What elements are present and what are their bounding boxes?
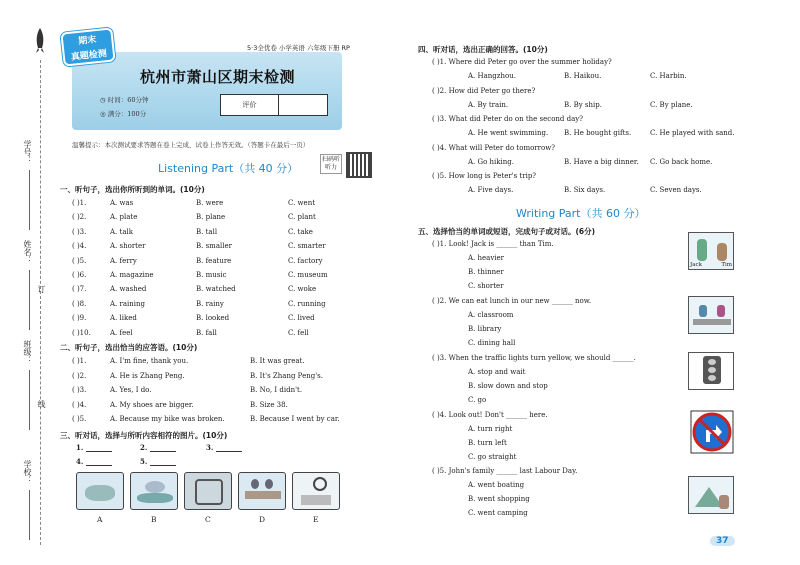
option-b: B. Six days. <box>564 186 606 195</box>
option-row <box>468 396 668 406</box>
option-a: A. He is Zhang Peng. <box>110 371 185 380</box>
options-row <box>468 72 788 82</box>
option-row <box>468 282 668 292</box>
school-label: 学校： <box>23 460 32 484</box>
class-label: 班级： <box>23 340 32 364</box>
option-b: B. rainy <box>196 299 224 308</box>
option-b: B. music <box>196 271 227 279</box>
question-row <box>432 87 782 97</box>
full-score-label: ◎ 满分：100分 <box>100 110 147 118</box>
tim-caption: Tim <box>721 262 732 268</box>
title-banner <box>72 52 342 130</box>
option-b: B. were <box>196 199 224 207</box>
option-row <box>468 453 668 463</box>
option-row <box>468 425 668 435</box>
dining-hall-picture <box>688 296 734 334</box>
option-c: C. lived <box>288 314 315 323</box>
option-row <box>468 339 668 349</box>
option-c: C. Harbin. <box>650 72 687 80</box>
answer-bracket[interactable]: ( )4. <box>72 242 87 251</box>
option-a: A. Five days. <box>468 186 514 195</box>
option-c: C. woke <box>288 285 317 294</box>
picture-options <box>76 472 340 510</box>
blank-1[interactable]: 1. <box>76 443 112 452</box>
answer-bracket[interactable]: ( )3. <box>72 386 87 394</box>
page-number: 37 <box>710 536 735 546</box>
picture-d-label: D <box>259 515 266 524</box>
option-b: B. looked <box>196 314 230 323</box>
clock-icon: ◷ <box>100 96 108 104</box>
option-row <box>468 495 668 505</box>
question-text[interactable]: ( )5. How long is Peter's trip? <box>432 172 537 181</box>
qr-code-icon[interactable] <box>346 152 372 178</box>
answer-bracket[interactable]: ( )1. <box>72 199 87 207</box>
option-c: C. By plane. <box>650 100 693 109</box>
section-5-title: 五、选择恰当的单词或短语，完成句子或对话。(6分) <box>418 227 596 236</box>
option-row <box>468 481 668 491</box>
option-row <box>468 509 668 519</box>
ding-mark: 订 <box>37 285 46 293</box>
option-a: A. I'm fine, thank you. <box>110 357 189 365</box>
list-item <box>72 228 372 238</box>
option-a: A. ferry <box>110 256 137 265</box>
section-4-title: 四、听对话，选出正确的回答。(10分) <box>418 45 548 54</box>
option-b: B. Have a big dinner. <box>564 157 639 166</box>
traffic-light-picture <box>688 352 734 390</box>
score-box-label: 评价 <box>221 95 279 115</box>
question-row <box>432 297 702 307</box>
picture-b-label: B <box>151 515 157 524</box>
question-text[interactable]: ( )5. John's family ______ last Labour Day. <box>432 467 578 475</box>
option-row <box>468 254 668 264</box>
options-row <box>468 129 788 139</box>
option-b: B. By ship. <box>564 100 602 109</box>
option-a: A. was <box>110 199 134 207</box>
question-row <box>432 115 782 125</box>
option-a: A. washed <box>110 285 147 294</box>
right-page <box>402 0 800 565</box>
list-item <box>72 257 372 267</box>
score-box[interactable] <box>220 94 328 116</box>
option-c: C. factory <box>288 256 323 265</box>
options-row <box>468 186 788 196</box>
answer-bracket[interactable]: ( )8. <box>72 299 87 308</box>
answer-bracket[interactable]: ( )5. <box>72 415 87 423</box>
picture-c-label: C <box>205 515 211 524</box>
option-a: A. talk <box>110 227 133 236</box>
series-label: 5·3全优卷 小学英语 六年级下册 RP <box>247 44 350 52</box>
list-item <box>72 285 372 295</box>
list-item <box>72 271 372 281</box>
option-b: B. smaller <box>196 242 232 251</box>
option-text: A. stop and wait <box>468 368 526 376</box>
option-a: A. plate <box>110 213 138 222</box>
question-text[interactable]: ( )3. When the traffic lights turn yellow, we should ______. <box>432 354 636 362</box>
list-item <box>72 329 372 339</box>
listening-title: Listening Part（共 40 分） <box>158 162 299 175</box>
score-icon: ◎ <box>100 110 108 118</box>
exam-badge <box>60 27 115 66</box>
option-b: B. watched <box>196 285 236 294</box>
badge-line-2: 真题检测 <box>70 49 108 63</box>
question-row <box>432 172 782 182</box>
rocket-icon <box>34 28 46 54</box>
option-a: A. magazine <box>110 271 154 279</box>
list-item <box>72 300 372 310</box>
answer-bracket[interactable]: ( )9. <box>72 314 87 323</box>
no-right-turn-sign-icon <box>690 410 734 454</box>
option-row <box>468 268 668 278</box>
blank-3[interactable]: 3. <box>206 443 242 452</box>
option-b: B. It's Zhang Peng's. <box>250 371 323 380</box>
question-text[interactable]: ( )1. Where did Peter go over the summer holiday? <box>432 58 612 66</box>
answer-bracket[interactable]: ( )5. <box>72 256 87 265</box>
option-text: B. turn left <box>468 439 507 448</box>
option-a: A. Because my bike was broken. <box>110 415 225 423</box>
picture-d[interactable] <box>238 472 286 510</box>
option-a: A. By train. <box>468 100 509 109</box>
question-row <box>432 58 782 68</box>
option-c: C. museum <box>288 271 328 279</box>
camping-picture <box>688 476 734 514</box>
line-mark: 线 <box>37 400 46 408</box>
section-3-title: 三、听对话，选择与所听内容相符的图片。(10分) <box>60 431 228 440</box>
option-b: B. Because I went by car. <box>250 415 340 423</box>
question-text[interactable]: ( )2. We can eat lunch in our new ______ now. <box>432 297 592 305</box>
option-c: C. He played with sand. <box>650 129 735 138</box>
option-b: B. Haikou. <box>564 72 602 80</box>
page-title: 杭州市萧山区期末检测 <box>140 68 296 86</box>
option-b: B. feature <box>196 256 232 265</box>
option-c: C. went <box>288 199 316 207</box>
option-a: A. shorter <box>110 242 146 251</box>
list-item <box>72 372 392 382</box>
answer-bracket[interactable]: ( )2. <box>72 213 87 222</box>
option-row <box>468 382 668 392</box>
question-row <box>432 467 702 477</box>
answer-bracket[interactable]: ( )3. <box>72 227 87 236</box>
option-c: C. smarter <box>288 242 326 251</box>
answer-bracket[interactable]: ( )1. <box>72 357 87 365</box>
list-item <box>72 401 392 411</box>
option-b: B. Size 38. <box>250 400 288 409</box>
class-line <box>29 370 30 430</box>
option-b: B. plane <box>196 213 226 222</box>
picture-e-label: E <box>313 515 319 524</box>
answer-bracket[interactable]: ( )10. <box>72 328 91 337</box>
option-a: A. My shoes are bigger. <box>110 400 194 409</box>
jack-caption: Jack <box>690 262 702 268</box>
option-a: A. feel <box>110 328 133 337</box>
school-line <box>29 490 30 540</box>
question-text[interactable]: ( )2. How did Peter go there? <box>432 86 536 95</box>
option-row <box>468 368 668 378</box>
option-text: C. dining hall <box>468 339 516 348</box>
blank-2[interactable]: 2. <box>140 443 176 452</box>
option-c: C. Go back home. <box>650 157 713 166</box>
answer-bracket[interactable]: ( )4. <box>72 400 87 409</box>
picture-a[interactable] <box>76 472 124 510</box>
option-text: B. library <box>468 325 502 334</box>
list-item <box>72 415 392 425</box>
option-a: A. liked <box>110 314 137 323</box>
question-row <box>432 354 702 364</box>
option-b: B. No, I didn't. <box>250 386 303 394</box>
question-row <box>432 240 702 250</box>
option-text: C. go straight <box>468 453 517 462</box>
option-c: C. fell <box>288 328 309 337</box>
student-id-line <box>29 170 30 230</box>
option-text: B. went shopping <box>468 495 530 504</box>
option-b: B. He bought gifts. <box>564 129 632 138</box>
option-text: C. went camping <box>468 509 528 518</box>
answer-bracket[interactable]: ( )6. <box>72 271 87 279</box>
option-b: B. fall <box>196 328 217 337</box>
option-a: A. raining <box>110 299 145 308</box>
list-item <box>72 242 372 252</box>
qr-label: 扫码听听力 <box>320 154 342 174</box>
binding-margin <box>0 0 52 565</box>
option-text: A. heavier <box>468 254 505 262</box>
list-item <box>72 199 372 209</box>
question-row <box>432 144 782 154</box>
options-row <box>468 101 788 111</box>
list-item <box>72 213 372 223</box>
option-text: B. thinner <box>468 268 504 277</box>
option-text: A. classroom <box>468 311 514 319</box>
picture-e[interactable] <box>292 472 340 510</box>
option-a: A. Hangzhou. <box>468 72 516 80</box>
option-row <box>468 439 668 449</box>
options-row <box>468 158 788 168</box>
option-row <box>468 325 668 335</box>
answer-bracket[interactable]: ( )7. <box>72 285 87 294</box>
option-row <box>468 311 668 321</box>
picture-a-label: A <box>97 515 103 524</box>
question-text[interactable]: ( )3. What did Peter do on the second day? <box>432 115 583 124</box>
question-text[interactable]: ( )4. Look out! Don't ______ here. <box>432 411 548 419</box>
name-label: 姓名： <box>23 240 32 264</box>
answer-bracket[interactable]: ( )2. <box>72 371 87 380</box>
question-text[interactable]: ( )1. Look! Jack is ______ than Tim. <box>432 240 554 248</box>
option-c: C. Seven days. <box>650 186 702 195</box>
option-c: C. running <box>288 299 326 308</box>
section-1-title: 一、听句子，选出你所听到的单词。(10分) <box>60 185 205 194</box>
option-a: A. He went swimming. <box>468 129 549 138</box>
option-b: B. It was great. <box>250 357 305 365</box>
picture-b[interactable] <box>130 472 178 510</box>
jack-tim-picture <box>688 232 734 270</box>
option-a: A. Go hiking. <box>468 157 514 166</box>
list-item <box>72 357 392 367</box>
option-c: C. take <box>288 227 313 236</box>
blank-4[interactable]: 4. <box>76 457 112 466</box>
cut-line <box>40 60 41 545</box>
list-item <box>72 386 392 396</box>
option-a: A. Yes, I do. <box>110 386 152 394</box>
writing-title: Writing Part（共 60 分） <box>516 207 646 220</box>
option-text: B. slow down and stop <box>468 382 548 391</box>
badge-line-1: 期末 <box>77 35 97 47</box>
student-id-label: 学号： <box>23 140 32 164</box>
list-item <box>72 314 372 324</box>
warm-tip: 温馨提示：本次测试要求答题在卷上完成，试卷上作答无效。（答题卡在最后一页） <box>72 141 310 149</box>
section-2-title: 二、听句子，选出恰当的应答语。(10分) <box>60 343 198 352</box>
picture-c[interactable] <box>184 472 232 510</box>
question-text[interactable]: ( )4. What will Peter do tomorrow? <box>432 143 555 152</box>
option-text: A. went boating <box>468 481 525 489</box>
name-line <box>29 270 30 330</box>
option-text: A. turn right <box>468 425 513 433</box>
option-text: C. go <box>468 396 487 405</box>
blank-5[interactable]: 5. <box>140 457 176 466</box>
question-row <box>432 411 702 421</box>
option-text: C. shorter <box>468 282 504 291</box>
option-c: C. plant <box>288 213 316 222</box>
option-b: B. tall <box>196 227 218 236</box>
time-label: ◷ 时间：60分钟 <box>100 96 149 104</box>
